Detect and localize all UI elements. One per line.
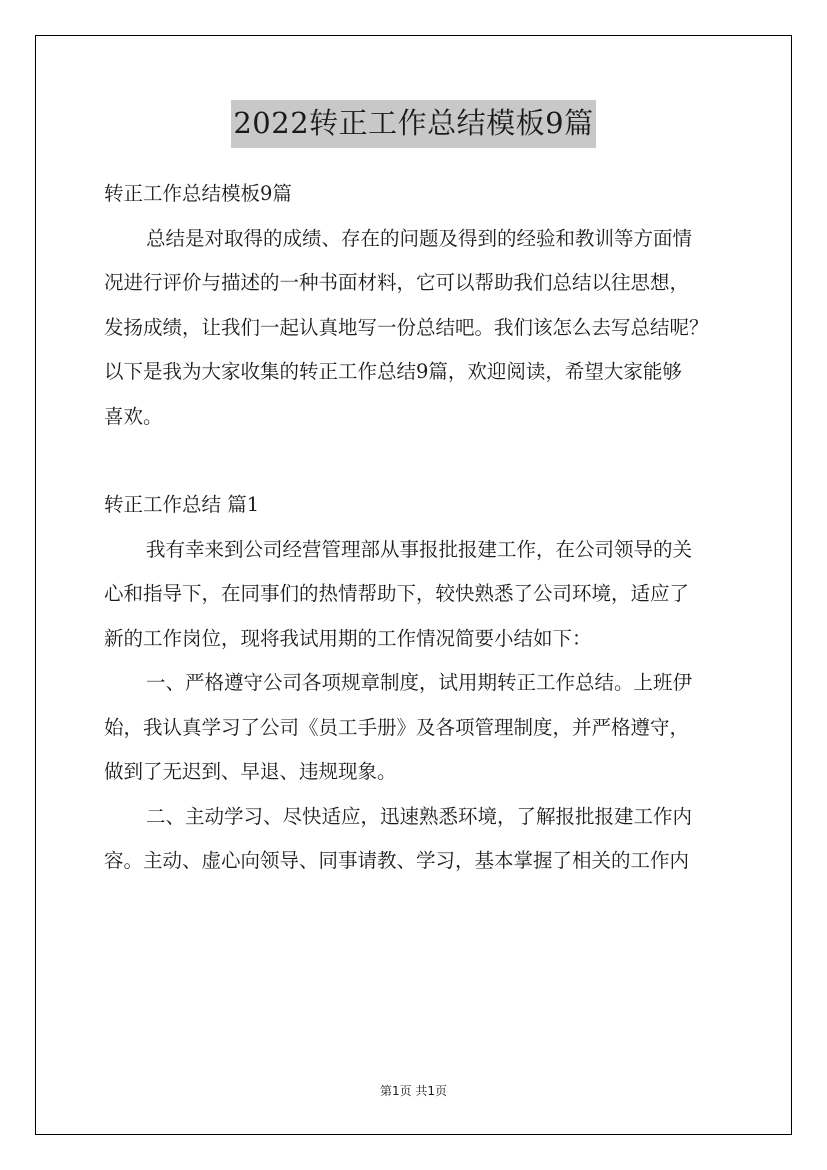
paragraph-line: 新的工作岗位，现将我试用期的工作情况简要小结如下： — [104, 626, 592, 650]
intro-line: 喜欢。 — [104, 404, 163, 428]
intro-line: 总结是对取得的成绩、存在的问题及得到的经验和教训等方面情 — [146, 226, 693, 250]
paragraph-line: 做到了无迟到、早退、违规现象。 — [104, 760, 397, 783]
paragraph-line: 容。主动、虚心向领导、同事请教、学习，基本掌握了相关的工作内 — [104, 849, 690, 872]
paragraph-line: 心和指导下，在同事们的热情帮助下，较快熟悉了公司环境，适应了 — [104, 582, 690, 605]
intro-line: 发扬成绩，让我们一起认真地写一份总结吧。我们该怎么去写总结呢？ — [104, 315, 709, 339]
document-body — [104, 172, 744, 884]
paragraph-line: 一、严格遵守公司各项规章制度，试用期转正工作总结。上班伊 — [146, 671, 693, 694]
document-title — [0, 100, 827, 148]
document-title-text: 2022转正工作总结模板9篇 — [231, 100, 595, 148]
paragraph-spacer — [104, 439, 744, 483]
intro-line: 以下是我为大家收集的转正工作总结9篇，欢迎阅读，希望大家能够 — [104, 360, 682, 383]
paragraph-line: 始，我认真学习了公司《员工手册》及各项管理制度，并严格遵守， — [104, 715, 690, 739]
page-footer: 第1页 共1页 — [379, 1084, 448, 1098]
paragraph-line: 二、主动学习、尽快适应，迅速熟悉环境，了解报批报建工作内 — [146, 804, 693, 828]
document-subtitle: 转正工作总结模板9篇 — [104, 182, 292, 205]
paragraph-line: 我有幸来到公司经营管理部从事报批报建工作，在公司领导的关 — [146, 537, 693, 561]
section-heading: 转正工作总结 篇1 — [104, 493, 260, 516]
intro-line: 况进行评价与描述的一种书面材料，它可以帮助我们总结以往思想， — [104, 271, 690, 294]
